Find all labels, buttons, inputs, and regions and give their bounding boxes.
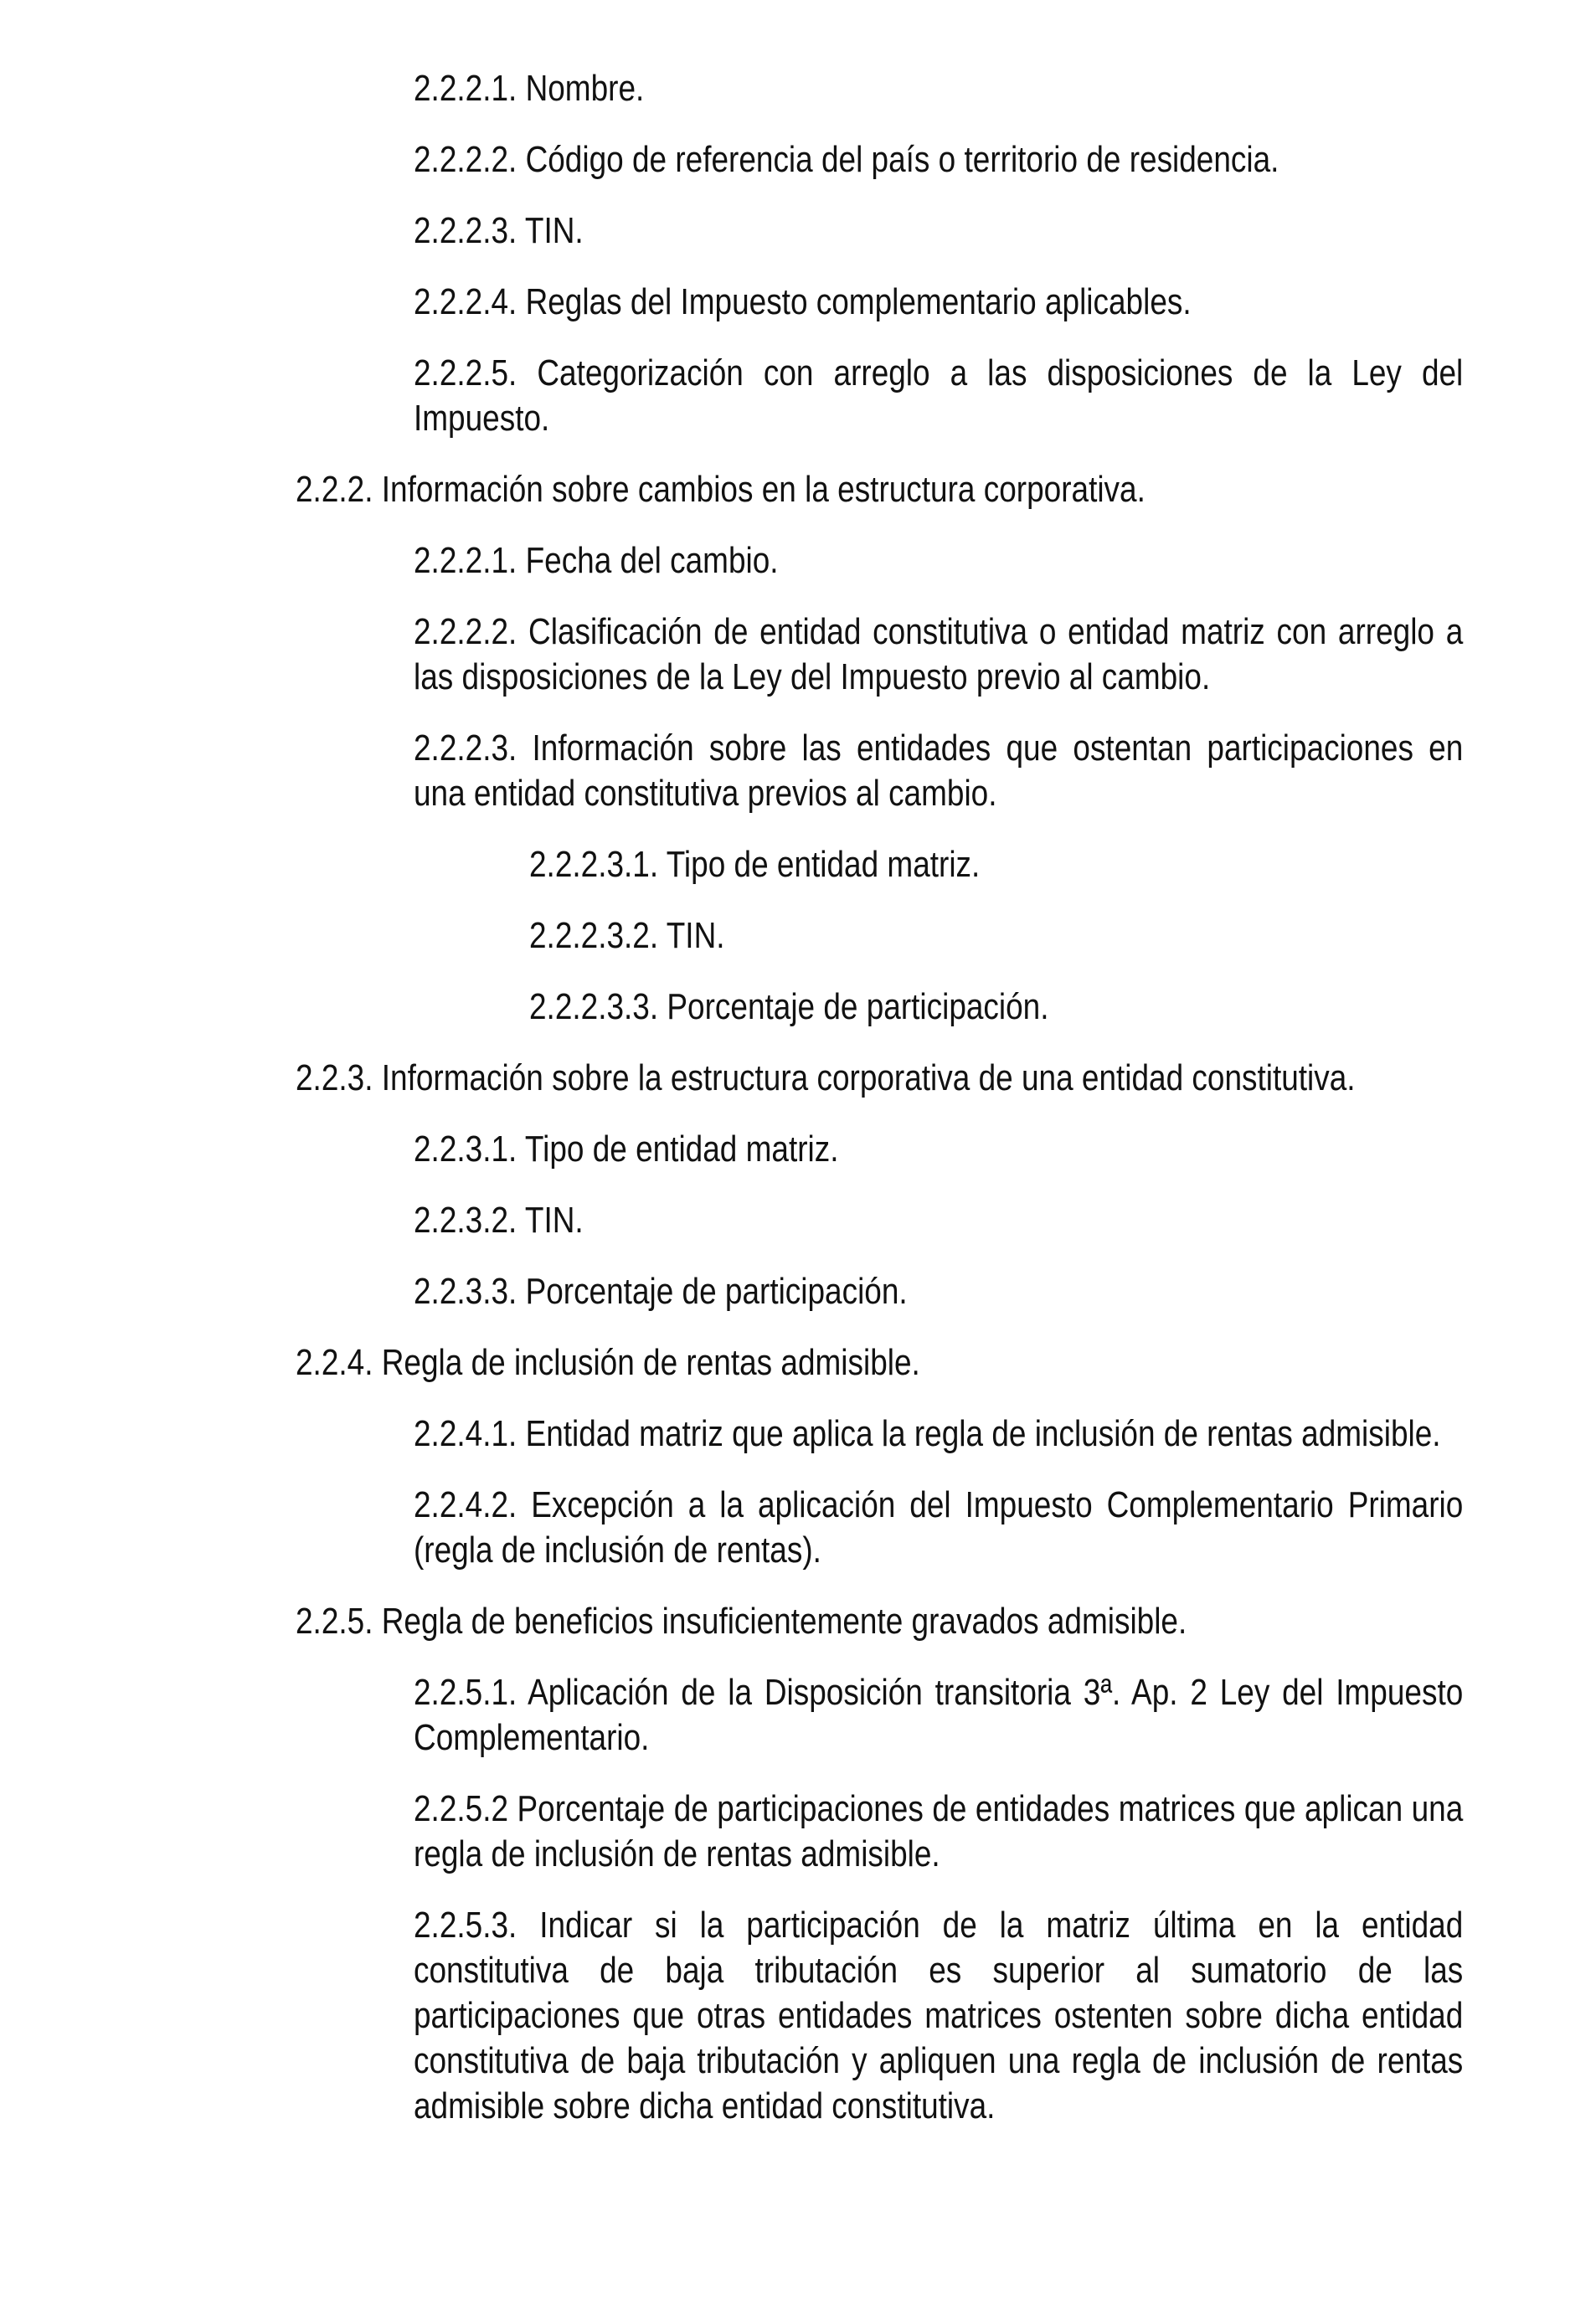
list-item-text: 2.2.5.3. Indicar si la participación de la matriz última en la entidad constitutiva de baja tributación es superior al sumatorio de las participaciones que otras entidades matrices ostenten sobre dicha entidad constitutiva de baja tributación y apliquen una regla de inclusión de rentas admisible sobre dicha entidad constitutiva. <box>414 1905 1464 2126</box>
list-item-level-2 <box>414 1787 1463 1877</box>
list-item-level-2 <box>414 1903 1463 2129</box>
list-item-text: 2.2.3.2. TIN. <box>414 1200 584 1241</box>
list-item-text: 2.2.2.3.3. Porcentaje de participación. <box>529 986 1049 1027</box>
list-item-level-2 <box>414 351 1463 441</box>
list-item-text: 2.2.4.1. Entidad matriz que aplica la regla de inclusión de rentas admisible. <box>414 1413 1441 1454</box>
list-item-text: 2.2.2.3. Información sobre las entidades que ostentan participaciones en una entidad constitutiva previos al cambio. <box>414 728 1464 814</box>
list-item-level-2 <box>414 1483 1463 1573</box>
list-item-text: 2.2.2.1. Fecha del cambio. <box>414 540 779 581</box>
list-item-text: 2.2.5. Regla de beneficios insuficientemente gravados admisible. <box>296 1601 1187 1642</box>
list-item-text: 2.2.5.2 Porcentaje de participaciones de entidades matrices que aplican una regla de inclusión de rentas admisible. <box>414 1788 1464 1874</box>
list-item-text: 2.2.2.2. Código de referencia del país o territorio de residencia. <box>414 139 1279 180</box>
list-item-text: 2.2.2.4. Reglas del Impuesto complementario aplicables. <box>414 281 1192 322</box>
list-item-text: 2.2.3. Información sobre la estructura corporativa de una entidad constitutiva. <box>296 1057 1356 1098</box>
list-item-level-2 <box>414 1127 1463 1172</box>
list-item-text: 2.2.2.3.2. TIN. <box>529 915 725 956</box>
list-item-text: 2.2.2.3. TIN. <box>414 210 584 251</box>
list-item-text: 2.2.2.5. Categorización con arreglo a las disposiciones de la Ley del Impuesto. <box>414 352 1464 439</box>
list-item-level-1 <box>296 1056 1463 1101</box>
list-item-level-1 <box>296 1599 1463 1644</box>
list-item-level-2 <box>414 1670 1463 1761</box>
list-item-text: 2.2.3.1. Tipo de entidad matriz. <box>414 1129 839 1170</box>
list-item-level-3 <box>529 985 1463 1030</box>
list-item-text: 2.2.2.1. Nombre. <box>414 68 645 109</box>
list-item-level-2 <box>414 280 1463 325</box>
list-item-text: 2.2.5.1. Aplicación de la Disposición transitoria 3ª. Ap. 2 Ley del Impuesto Complementario. <box>414 1672 1464 1758</box>
list-item-text: 2.2.4.2. Excepción a la aplicación del Impuesto Complementario Primario (regla de inclusión de rentas). <box>414 1484 1464 1571</box>
list-item-level-1 <box>296 467 1463 512</box>
list-item-text: 2.2.3.3. Porcentaje de participación. <box>414 1271 908 1312</box>
list-item-text: 2.2.2.3.1. Tipo de entidad matriz. <box>529 844 981 885</box>
list-item-level-3 <box>529 842 1463 887</box>
list-item-text: 2.2.2.2. Clasificación de entidad constitutiva o entidad matriz con arreglo a las disposiciones de la Ley del Impuesto previo al cambio. <box>414 611 1464 697</box>
list-item-level-2 <box>414 137 1463 183</box>
list-item-level-1 <box>296 1340 1463 1386</box>
list-item-text: 2.2.4. Regla de inclusión de rentas admisible. <box>296 1342 920 1383</box>
list-item-text: 2.2.2. Información sobre cambios en la estructura corporativa. <box>296 469 1146 510</box>
list-item-level-2 <box>414 1269 1463 1314</box>
list-item-level-2 <box>414 1198 1463 1243</box>
list-item-level-2 <box>414 538 1463 584</box>
document-page <box>0 66 1596 2155</box>
list-item-level-2 <box>414 726 1463 816</box>
list-item-level-2 <box>414 1411 1463 1457</box>
list-item-level-2 <box>414 66 1463 111</box>
list-item-level-3 <box>529 913 1463 959</box>
list-item-level-2 <box>414 208 1463 254</box>
list-item-level-2 <box>414 609 1463 700</box>
